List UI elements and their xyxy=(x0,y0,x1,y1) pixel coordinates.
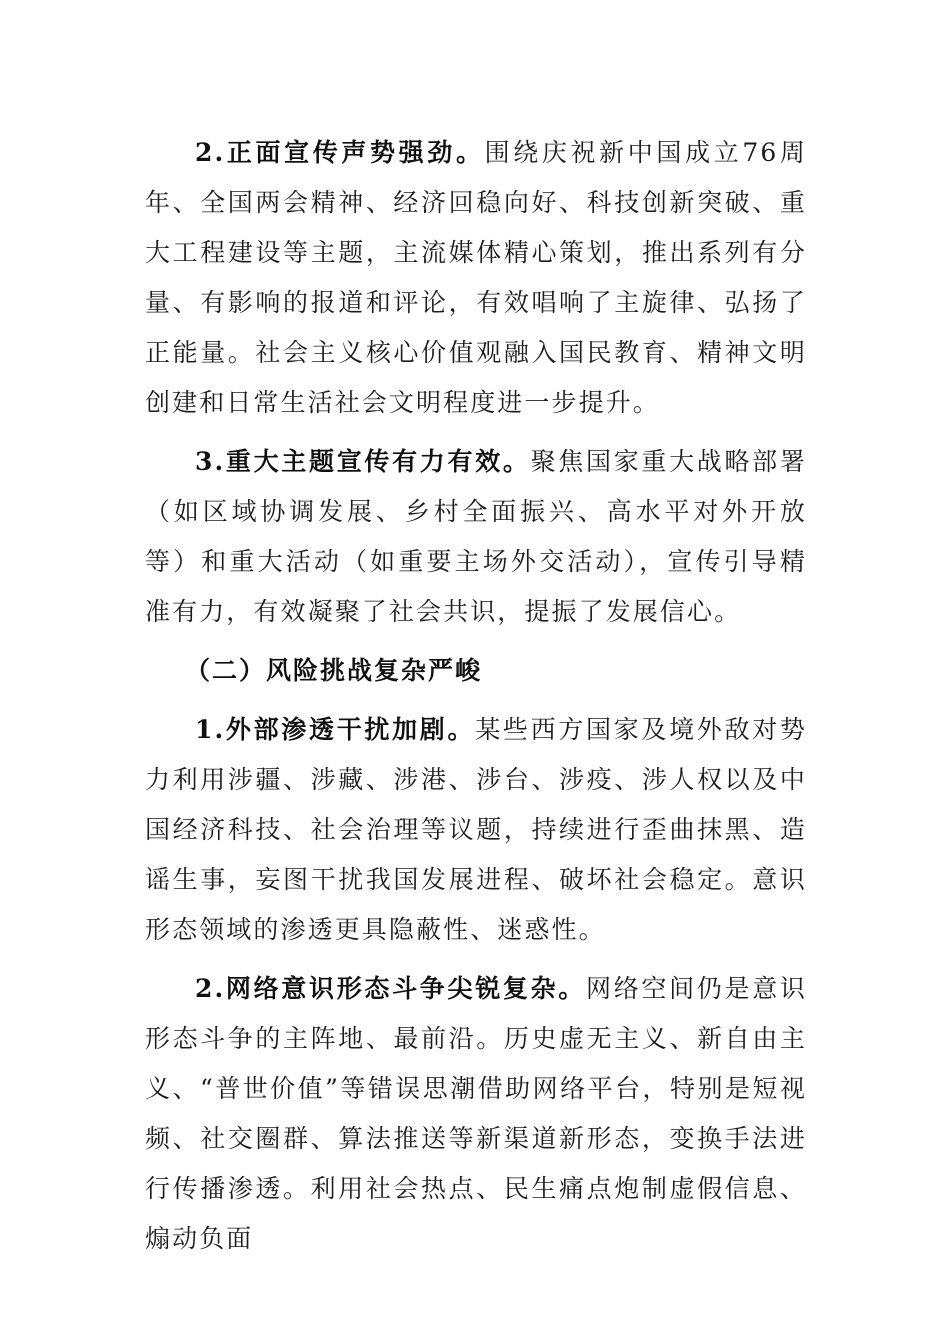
paragraph-body: 某些西方国家及境外敌对势力利用涉疆、涉藏、涉港、涉台、涉疫、涉人权以及中国经济科技、社会治理等议题，持续进行歪曲抹黑、造谣生事，妄图干扰我国发展进程、破坏社会稳定。意识形态领域的渗透更具隐蔽性、迷惑性。 xyxy=(145,715,808,944)
section-heading: （二）风险挑战复杂严峻 xyxy=(185,656,483,685)
paragraph-lead: 1.外部渗透干扰加剧。 xyxy=(195,715,476,744)
paragraph-body: 聚焦国家重大战略部署（如区域协调发展、乡村全面振兴、高水平对外开放等）和重大活动（如重要主场外交活动），宣传引导精准有力，有效凝聚了社会共识，提振了发展信心。 xyxy=(145,447,807,626)
paragraph-positive-publicity xyxy=(145,128,807,428)
paragraph-lead: 2.正面宣传声势强劲。 xyxy=(195,138,485,167)
paragraph-body: 网络空间仍是意识形态斗争的主阵地、最前沿。历史虚无主义、新自由主义、“普世价值”等错误思潮借助网络平台，特别是短视频、社交圈群、算法推送等新渠道新形态，变换手法进行传播渗透。利用社会热点、民生痛点炮制虚假信息、煽动负面 xyxy=(145,974,807,1253)
paragraph-lead: 3.重大主题宣传有力有效。 xyxy=(195,447,531,476)
paragraph-external-infiltration xyxy=(145,705,807,955)
paragraph-major-theme-publicity xyxy=(145,437,807,637)
document-page xyxy=(145,128,807,1273)
paragraph-body: 围绕庆祝新中国成立76周年、全国两会精神、经济回稳向好、科技创新突破、重大工程建设等主题，主流媒体精心策划，推出系列有分量、有影响的报道和评论，有效唱响了主旋律、弘扬了正能量。社会主义核心价值观融入国民教育、精神文明创建和日常生活社会文明程度进一步提升。 xyxy=(145,138,807,417)
paragraph-lead: 2.网络意识形态斗争尖锐复杂。 xyxy=(195,974,586,1003)
paragraph-online-ideology xyxy=(145,964,807,1264)
